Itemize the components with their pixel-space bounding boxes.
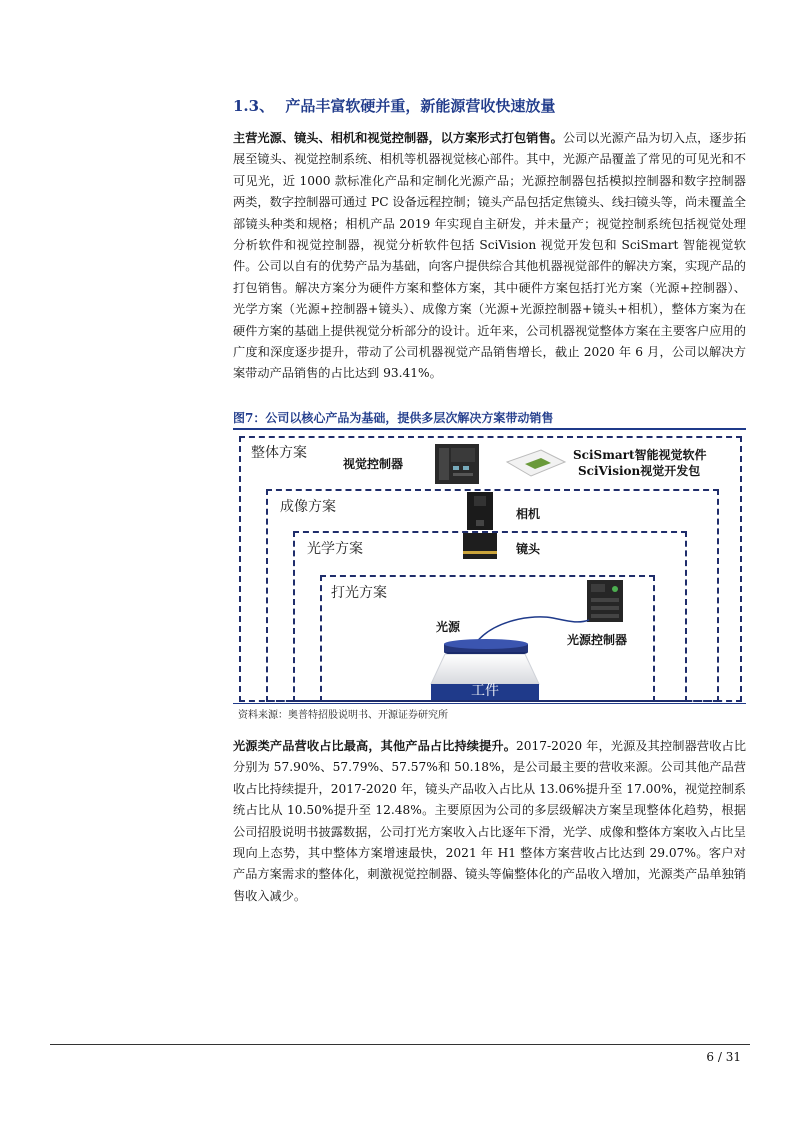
paragraph-lead: 主营光源、镜头、相机和视觉控制器，以方案形式打包销售。	[233, 131, 563, 145]
overall-solution-label: 整体方案	[251, 445, 307, 461]
lighting-solution-label: 打光方案	[331, 585, 387, 601]
software-box-image	[505, 448, 567, 478]
figure-diagram	[233, 430, 746, 702]
footer-rule	[50, 1044, 750, 1045]
section-title: 产品丰富软硬并重，新能源营收快速放量	[285, 97, 556, 115]
vision-controller-image	[433, 442, 481, 486]
section-number: 1.3、	[233, 97, 275, 115]
workpiece-label: 工件	[471, 683, 499, 699]
figure-bottom-rule	[233, 703, 746, 704]
figure-title: 图7：公司以核心产品为基础，提供多层次解决方案带动销售	[233, 411, 554, 425]
page-number: 6 / 31	[706, 1050, 741, 1064]
optical-solution-label: 光学方案	[307, 541, 363, 557]
scivision-label: SciVision视觉开发包	[578, 464, 701, 478]
imaging-solution-label: 成像方案	[280, 499, 336, 515]
paragraph-products	[233, 128, 746, 385]
lens-image	[461, 531, 499, 561]
camera-label: 相机	[516, 507, 541, 521]
section-heading	[233, 95, 555, 116]
paragraph2-lead: 光源类产品营收占比最高，其他产品占比持续提升。	[233, 739, 517, 753]
vision-controller-label: 视觉控制器	[343, 457, 404, 471]
scismart-label: SciSmart智能视觉软件	[573, 448, 707, 462]
camera-image	[465, 490, 495, 532]
lens-label: 镜头	[516, 542, 541, 556]
paragraph2-body: 2017-2020 年，光源及其控制器营收占比分别为 57.90%、57.79%、57.57%和 50.18%，是公司最主要的营收来源。公司其他产品营收占比持续提升，2017-2020 年，镜头产品收入占比从 13.06%提升至 17.00%，视觉控制系统占比从 10.50%提升至 12.48%。主要原因为公司的多层级解决方案呈现整体化趋势，根据公司招股说明书披露数据，公司打光方案收入占比逐年下滑，光学、成像和整体方案收入占比呈现向上态势，其中整体方案增速最快，2021 年 H1 整体方案营收占比达到 29.07%。客户对产品方案需求的整体化，刺激视觉控制器、镜头等偏整体化的产品收入增加，光源类产品单独销售收入减少。	[233, 739, 747, 903]
paragraph-revenue	[233, 736, 746, 907]
light-source-label: 光源	[436, 620, 461, 634]
light-controller-label: 光源控制器	[567, 633, 628, 647]
figure-source: 资料来源：奥普特招股说明书、开源证券研究所	[238, 710, 448, 721]
paragraph-body: 公司以光源产品为切入点，逐步拓展至镜头、视觉控制系统、相机等机器视觉核心部件。其中，光源产品覆盖了常见的可见光和不可见光，近 1000 款标准化产品和定制化光源产品；光源控制器包括模拟控制器和数字控制器两类，数字控制器可通过 PC 设备远程控制；镜头产品包括定焦镜头、线扫镜头等，尚未覆盖全部镜头种类和规格；相机产品 2019 年实现自主研发，并未量产；视觉控制系统包括视觉处理分析软件和视觉控制器，视觉分析软件包括 SciVision 视觉开发包和 SciSmart 智能视觉软件。公司以自有的优势产品为基础，向客户提供综合其他机器视觉部件的解决方案，实现产品的打包销售。解决方案分为硬件方案和整体方案，其中硬件方案包括打光方案（光源+控制器）、光学方案（光源+控制器+镜头）、成像方案（光源+光源控制器+镜头+相机），整体方案为在硬件方案的基础上提供视觉分析部分的设计。近年来，公司机器视觉整体方案在主要客户应用的广度和深度逐步提升，带动了公司机器视觉产品销售增长，截止 2020 年 6 月，公司以解决方案带动产品销售的占比达到 93.41%。	[233, 131, 747, 381]
